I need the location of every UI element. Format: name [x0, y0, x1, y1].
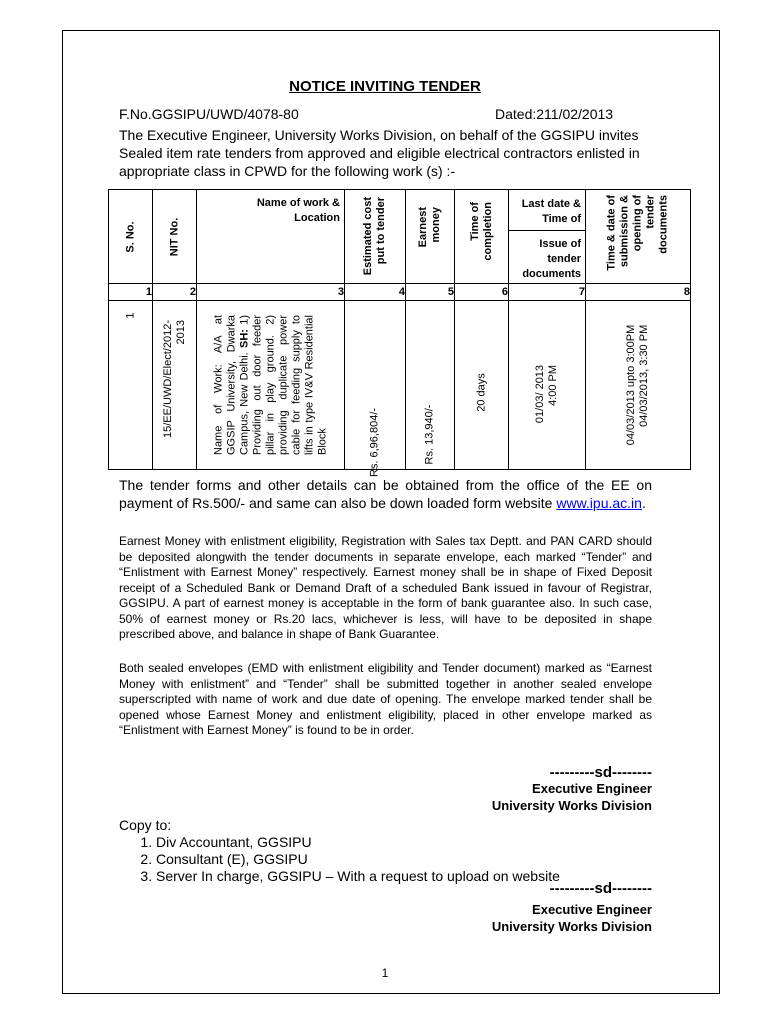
cell-estimated: Rs. 6,96,804/-	[345, 301, 406, 470]
header-nit: NIT No.	[153, 190, 197, 284]
table-row	[109, 301, 691, 470]
cell-nit: 15/EE/UWD/Elect/2012-2013	[153, 301, 197, 470]
cell-completion: 20 days	[455, 301, 509, 470]
column-number-row: 1 2 3 4 5 6 7 8	[109, 284, 691, 301]
cell-last-date: 01/03/ 2013 4:00 PM	[509, 301, 586, 470]
intro-paragraph: The Executive Engineer, University Works Division, on behalf of the GGSIPU invites Sealed item rate tenders from approved and eligible electrical contractors enlisted in appropriate class in CPWD for the following work (s) :-	[119, 127, 640, 179]
header-submission: Time & date of submission & opening of tender documents	[586, 190, 691, 284]
file-number: F.No.GGSIPU/UWD/4078-80	[119, 106, 299, 122]
copy-to: Copy to: 1. Div Accountant, GGSIPU 2. Consultant (E), GGSIPU 3. Server In charge, GGSIPU – With a request to upload on website	[119, 817, 560, 885]
header-issue: Issue of tender documents	[509, 231, 586, 284]
header-earnest: Earnest money	[406, 190, 455, 284]
header-sno: S. No.	[109, 190, 153, 284]
list-item: 1. Div Accountant, GGSIPU	[156, 834, 560, 851]
tender-forms-paragraph: The tender forms and other details can be obtained from the office of the EE on payment of Rs.500/- and same can also be down loaded form website www.ipu.ac.in.	[119, 477, 652, 511]
header-name-work: Name of work & Location	[197, 190, 345, 284]
tender-table	[108, 189, 691, 478]
cell-sno: 1	[109, 301, 153, 470]
list-item: 2. Consultant (E), GGSIPU	[156, 851, 560, 868]
signature-block-2: Executive Engineer University Works Division	[491, 902, 652, 934]
header-estimated: Estimated cost put to tender	[345, 190, 406, 284]
earnest-money-paragraph: Earnest Money with enlistment eligibility, Registration with Sales tax Deptt. and PAN CARD should be deposited alongwith the tender documents in separate envelope, each marked “Tender” and “Enlistment with Earnest Money” respectively. Earnest money shall be in shape of Fixed Deposit receipt of a Scheduled Bank or Demand Draft of a scheduled Bank issued in favour of Registrar, GGSIPU. A part of earnest money is acceptable in the form of bank guarantee also. In such case, 50% of earnest money or Rs.20 lacs, whichever is less, will have to be deposited in shape prescribed above, and balance in shape of Bank Guarantee.	[119, 534, 652, 641]
page-number: 1	[381, 966, 389, 980]
signature-sd-2: ---------sd--------	[549, 880, 652, 897]
cell-submission: 04/03/2013 upto 3:00PM 04/03/2013, 3:30 PM	[586, 301, 691, 470]
page-title: NOTICE INVITING TENDER	[289, 78, 481, 95]
signature-block: Executive Engineer University Works Division	[491, 781, 652, 813]
website-link[interactable]: www.ipu.ac.in	[556, 495, 642, 511]
cell-earnest: Rs. 13,940/-	[406, 301, 455, 470]
list-item: 3. Server In charge, GGSIPU – With a request to upload on website	[156, 868, 560, 885]
header-completion: Time of completion	[455, 190, 509, 284]
envelopes-paragraph: Both sealed envelopes (EMD with enlistment eligibility and Tender document) marked as “Earnest Money with enlistment” and “Tender” shall be submitted together in another sealed envelope superscripted with name of work and due date of opening. The envelope marked tender shall be opened whose Earnest Money and enlistment eligibility, placed in other envelope marked as “Enlistment with Earnest Money” is found to be in order.	[119, 661, 652, 737]
date: Dated:211/02/2013	[495, 106, 614, 122]
header-last-date: Last date & Time of	[509, 190, 586, 231]
signature-sd: ---------sd--------	[549, 764, 652, 781]
cell-work: Name of Work: A/A at GGSIP University, Dwarka Campus, New Delhi. SH: 1) Providing out door feeder pillar in play ground. 2) providing duplicate power cable for feeding supply to lifts in type IV&V Residential Block	[197, 301, 345, 470]
